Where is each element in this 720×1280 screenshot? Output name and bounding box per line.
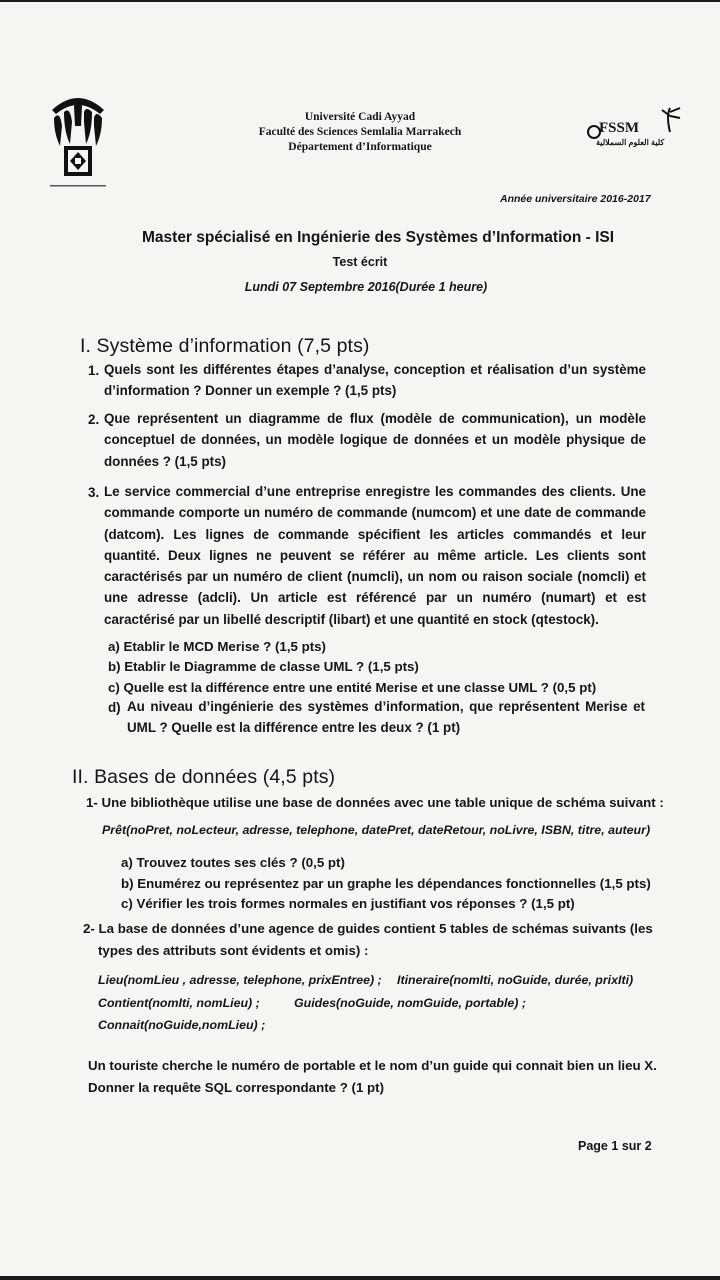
fssm-logo-text: FSSM (599, 120, 640, 136)
faculty-name: Faculté des Sciences Semlalia Marrakech (258, 126, 462, 138)
schema-lieu: Lieu(nomLieu , adresse, telephone, prixEntree) ; (98, 973, 382, 987)
page-number (578, 1139, 652, 1153)
question-2-2-text-line-2: Donner la requête SQL correspondante ? (1 pt) (88, 1080, 385, 1095)
question-1-3 (88, 481, 646, 630)
question-2-2-intro-line-1: 2- La base de données d’une agence de guides contient 5 tables de schémas suivants (les (83, 921, 653, 936)
question-text: Que représentent un diagramme de flux (modèle de communication), un modèle conceptuel de données, un modèle logique de données et un modèle physique de données ? (1,5 pts) (104, 411, 646, 469)
question-number: 3. (88, 485, 100, 500)
question-text: Le service commercial d’une entreprise enregistre les commandes des clients. Une commande comporte un numéro de commande (numcom) et une date de commande (datcom). Les lignes de commande spécifient les articles commandés et leur quantité. Deux lignes ne peuvent se référer au même article. Les clients sont caractérisés par un numéro de client (numcli), un nom ou raison sociale (nomcli) et une adresse (adcli). Un article est référencé par un numéro (numart) et est caractérisé par un libellé descriptif (libart) et une quantité en stock (qtestock). (104, 484, 646, 627)
question-1-3-c: c) Quelle est la différence entre une entité Merise et une classe UML ? (0,5 pt) (108, 680, 597, 695)
schema-connait: Connait(noGuide,nomLieu) ; (98, 1018, 266, 1032)
university-name: Université Cadi Ayyad (304, 111, 416, 123)
fssm-logo (584, 102, 684, 152)
question-1-2 (88, 408, 646, 472)
academic-year: Année universitaire 2016-2017 (500, 193, 651, 205)
department-name: Département d’Informatique (288, 141, 432, 153)
exam-type: Test écrit (332, 255, 388, 269)
section-2-heading: II. Bases de données (4,5 pts) (72, 766, 336, 788)
section-1-heading: I. Système d’information (7,5 pts) (80, 335, 370, 357)
schema-guides: Guides(noGuide, nomGuide, portable) ; (294, 996, 526, 1010)
page-current: 1 (611, 1139, 619, 1153)
question-text: Quels sont les différentes étapes d’analyse, conception et réalisation d’un système d’information ? Donner un exemple ? (1,5 pts) (104, 362, 646, 399)
question-2-2-text-line-1: Un touriste cherche le numéro de portable et le nom d’un guide qui connait bien un lieu X. (88, 1058, 657, 1073)
question-2-1-c: c) Vérifier les trois formes normales en justifiant vos réponses ? (1,5 pt) (121, 896, 575, 911)
question-1-1 (88, 359, 646, 402)
question-2-2-intro-line-2: types des attributs sont évidents et omis) : (98, 943, 369, 958)
exam-date: Lundi 07 Septembre 2016(Durée 1 heure) (244, 280, 488, 294)
question-2-1-b: b) Enumérez ou représentez par un graphe les dépendances fonctionnelles (1,5 pts) (121, 876, 651, 891)
question-1-3-d (108, 696, 645, 739)
question-2-1-schema: Prêt(noPret, noLecteur, adresse, telephone, datePret, dateRetour, noLivre, ISBN, titre, auteur) (102, 823, 651, 837)
question-2-1-a: a) Trouvez toutes ses clés ? (0,5 pt) (121, 855, 345, 870)
question-1-3-a: a) Etablir le MCD Merise ? (1,5 pts) (108, 639, 326, 654)
university-logo (48, 90, 108, 190)
schema-contient: Contient(nomIti, nomLieu) ; (98, 996, 260, 1010)
page-label: Page (578, 1139, 608, 1153)
program-title: Master spécialisé en Ingénierie des Systèmes d’Information - ISI (142, 229, 615, 246)
question-letter: d) (108, 700, 121, 715)
question-1-3-b: b) Etablir le Diagramme de classe UML ? (1,5 pts) (108, 659, 419, 674)
question-number: 2. (88, 412, 100, 427)
institution-header (190, 110, 530, 155)
question-text: Au niveau d’ingénierie des systèmes d’information, que représentent Merise et UML ? Quelle est la différence entre les deux ? (1 pt) (127, 699, 645, 736)
question-number: 1. (88, 363, 100, 378)
fssm-logo-arabic: كلية العلوم السملالية (596, 138, 665, 147)
question-2-1-intro: 1- Une bibliothèque utilise une base de données avec une table unique de schéma suivant : (86, 795, 664, 810)
page-total: 2 (644, 1139, 652, 1153)
page-sep: sur (621, 1139, 642, 1153)
exam-page (0, 2, 720, 1276)
schema-itineraire: Itineraire(nomIti, noGuide, durée, prixIti) (397, 973, 634, 987)
